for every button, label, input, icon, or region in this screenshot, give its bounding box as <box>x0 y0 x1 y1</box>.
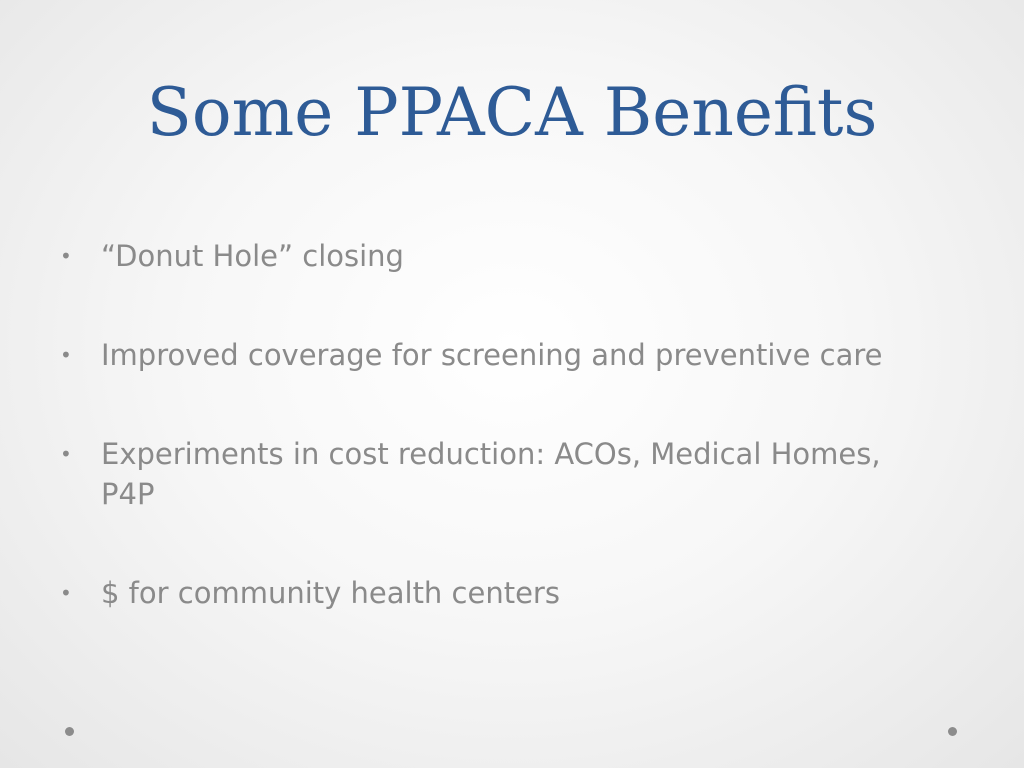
decorative-dot-left <box>65 727 74 736</box>
bullet-item <box>60 434 940 514</box>
bullet-item <box>60 573 940 613</box>
bullet-item <box>60 236 940 276</box>
bullet-marker: • <box>60 343 72 367</box>
bullet-text: “Donut Hole” closing <box>101 239 404 273</box>
bullet-text: Improved coverage for screening and preventive care <box>101 338 883 372</box>
bullet-marker: • <box>60 442 72 466</box>
decorative-dot-right <box>948 727 957 736</box>
bullet-marker: • <box>60 581 72 605</box>
bullet-text: Experiments in cost reduction: ACOs, Medical Homes, P4P <box>101 437 881 511</box>
bullet-marker: • <box>60 244 72 268</box>
slide-title: Some PPACA Benefits <box>146 74 878 151</box>
bullet-list <box>60 236 940 672</box>
bullet-item <box>60 335 940 375</box>
bullet-text: $ for community health centers <box>101 576 560 610</box>
